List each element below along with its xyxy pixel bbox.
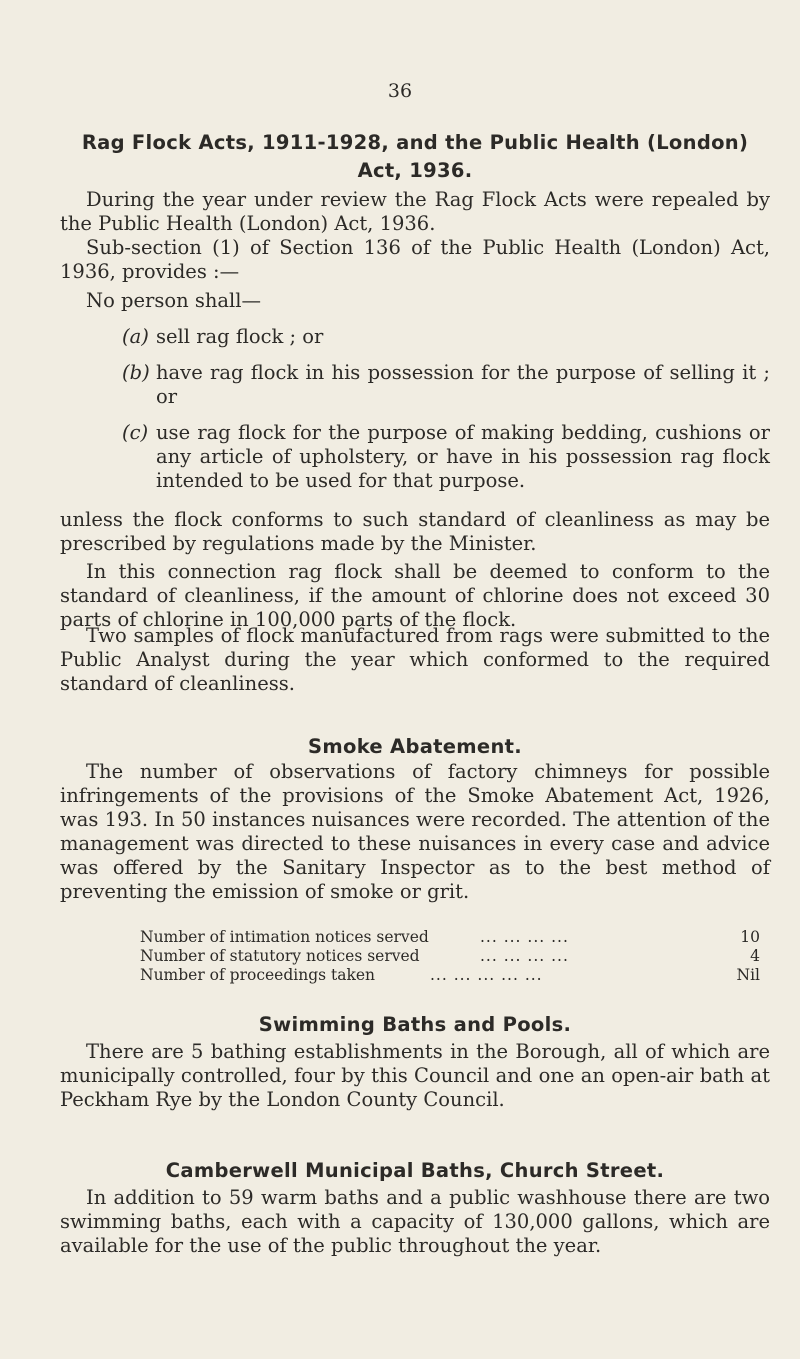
row-leader-dots: ... ... ... ... xyxy=(480,947,569,965)
rag-flock-heading-line2: Act, 1936. xyxy=(357,159,473,182)
swimming-paragraph-1: There are 5 bathing establishments in the Borough, all of which are municipally controlled, four by this Council and one an open-air bath at Peckham Rye by the London County Council. xyxy=(60,1040,770,1111)
swimming-heading: Swimming Baths and Pools. xyxy=(258,1013,572,1036)
rag-flock-item-a xyxy=(122,325,770,349)
row-label: Number of proceedings taken xyxy=(140,966,376,984)
smoke-heading: Smoke Abatement. xyxy=(308,735,522,758)
row-label: Number of statutory notices served xyxy=(140,947,420,965)
item-text: sell rag flock ; or xyxy=(156,325,324,348)
row-value: 10 xyxy=(740,928,760,946)
table-row xyxy=(140,966,760,985)
rag-flock-item-b xyxy=(122,361,770,409)
row-value: 4 xyxy=(750,947,760,965)
rag-flock-item-c xyxy=(122,421,770,493)
item-label: (b) xyxy=(122,361,150,384)
item-text: have rag flock in his possession for the purpose of selling it ; or xyxy=(156,361,770,408)
rag-flock-paragraph-1: During the year under review the Rag Flock Acts were repealed by the Public Health (London) Act, 1936. xyxy=(60,188,770,235)
rag-flock-paragraph-2: Sub-section (1) of Section 136 of the Public Health (London) Act, 1936, provides :— xyxy=(60,236,770,283)
item-text: use rag flock for the purpose of making bedding, cushions or any article of upholstery, or have in his possession rag flock intended to be used for that purpose. xyxy=(156,421,770,492)
row-leader-dots: ... ... ... ... xyxy=(480,928,569,946)
rag-flock-heading-line1: Rag Flock Acts, 1911-1928, and the Public Health (London) xyxy=(81,131,749,154)
row-leader-dots: ... ... ... ... ... xyxy=(430,966,543,984)
table-row xyxy=(140,928,760,947)
rag-flock-lead: No person shall— xyxy=(86,289,262,312)
page-number: 36 xyxy=(387,80,413,102)
rag-flock-paragraph-5: Two samples of flock manufactured from rags were submitted to the Public Analyst during the year which conformed to the required standard of cleanliness. xyxy=(60,624,770,695)
item-label: (a) xyxy=(122,325,149,348)
item-label: (c) xyxy=(122,421,149,444)
smoke-notices-table xyxy=(140,928,760,985)
rag-flock-paragraph-4: In this connection rag flock shall be deemed to conform to the standard of cleanliness, if the amount of chlorine does not exceed 30 parts of chlorine in 100,000 parts of the flock. xyxy=(60,560,770,631)
camberwell-heading: Camberwell Municipal Baths, Church Street. xyxy=(165,1159,665,1182)
smoke-paragraph-1: The number of observations of factory chimneys for possible infringements of the provisions of the Smoke Abatement Act, 1926, was 193. In 50 instances nuisances were recorded. The attention of the management was directed to these nuisances in every case and advice was offered by the Sanitary Inspector as to the best method of preventing the emission of smoke or grit. xyxy=(60,760,770,903)
table-row xyxy=(140,947,760,966)
rag-flock-paragraph-3: unless the flock conforms to such standard of cleanliness as may be prescribed by regulations made by the Minister. xyxy=(60,508,770,555)
camberwell-paragraph-1: In addition to 59 warm baths and a public washhouse there are two swimming baths, each with a capacity of 130,000 gallons, which are available for the use of the public throughout the year. xyxy=(60,1186,770,1257)
row-label: Number of intimation notices served xyxy=(140,928,429,946)
rag-flock-heading xyxy=(60,129,770,185)
row-value: Nil xyxy=(736,966,760,984)
